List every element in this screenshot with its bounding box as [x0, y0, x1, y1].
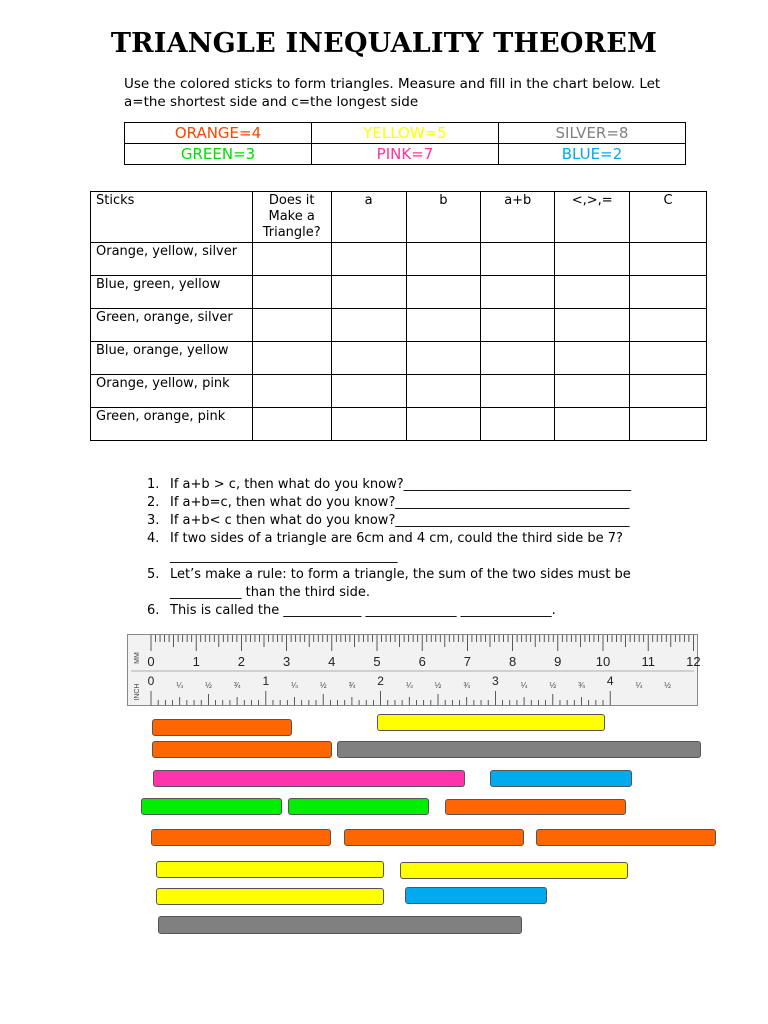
blank-cell[interactable]	[252, 342, 331, 375]
blank-cell[interactable]	[481, 276, 555, 309]
orange-stick[interactable]	[152, 719, 292, 736]
header-a: a	[331, 192, 406, 243]
ruler-cm-label: 11	[641, 654, 655, 669]
color-key-table	[124, 122, 686, 165]
worksheet-title: TRIANGLE INEQUALITY THEOREM	[110, 28, 658, 59]
chart-row	[91, 375, 707, 408]
orange-stick[interactable]	[152, 741, 332, 758]
question-text: If a+b=c, then what do you know?____________________________________	[170, 495, 630, 510]
question-number: 2.	[147, 495, 160, 510]
blank-cell[interactable]	[630, 408, 707, 441]
question-text: Let’s make a rule: to form a triangle, the sum of the two sides must be ___________ than the third side.	[170, 567, 631, 600]
ruler-fraction-label: ¾	[233, 681, 241, 690]
question-text: This is called the ____________ ______________ ______________.	[170, 603, 556, 618]
blank-cell[interactable]	[331, 243, 406, 276]
measurement-chart	[90, 191, 707, 441]
sticks-cell: Orange, yellow, pink	[91, 375, 253, 408]
blank-cell[interactable]	[252, 375, 331, 408]
question-number: 1.	[147, 477, 160, 492]
color-key-row	[125, 144, 686, 165]
sticks-cell: Green, orange, pink	[91, 408, 253, 441]
ruler-fraction-label: ¼	[405, 681, 413, 690]
header-makes-triangle: Does it Make a Triangle?	[252, 192, 331, 243]
blank-cell[interactable]	[406, 375, 481, 408]
ruler-inch-side-label: INCH	[134, 683, 141, 701]
blank-cell[interactable]	[331, 375, 406, 408]
ruler-fraction-label: ¼	[176, 681, 184, 690]
blue-stick[interactable]	[405, 887, 547, 904]
ruler-inch-label: 2	[377, 674, 384, 688]
blank-cell[interactable]	[630, 342, 707, 375]
header-a-plus-b: a+b	[481, 192, 555, 243]
blank-cell[interactable]	[406, 309, 481, 342]
blank-cell[interactable]	[406, 276, 481, 309]
header-comparison: <,>,=	[555, 192, 630, 243]
blank-cell[interactable]	[331, 276, 406, 309]
color-key-cell: BLUE=2	[499, 144, 686, 165]
orange-stick[interactable]	[536, 829, 716, 846]
ruler-fraction-label: ½	[205, 681, 212, 690]
chart-row	[91, 276, 707, 309]
question-item	[147, 530, 687, 566]
question-item	[147, 476, 687, 494]
color-key-row	[125, 123, 686, 144]
yellow-stick[interactable]	[156, 861, 384, 878]
ruler-fraction-label: ¼	[635, 681, 643, 690]
question-item	[147, 566, 687, 602]
chart-row	[91, 309, 707, 342]
ruler-mm-side-label: MM	[134, 652, 141, 664]
blank-cell[interactable]	[252, 243, 331, 276]
color-key-cell: YELLOW=5	[312, 123, 499, 144]
yellow-stick[interactable]	[400, 862, 628, 879]
ruler-body	[128, 635, 701, 706]
blank-cell[interactable]	[252, 309, 331, 342]
ruler-fraction-label: ½	[319, 681, 327, 690]
blank-cell[interactable]	[406, 408, 481, 441]
blank-cell[interactable]	[555, 309, 630, 342]
ruler-cm-label: 10	[595, 654, 611, 669]
green-stick[interactable]	[141, 798, 282, 815]
blank-cell[interactable]	[630, 375, 707, 408]
ruler-cm-label: 5	[373, 654, 381, 669]
chart-row	[91, 408, 707, 441]
color-key-cell: GREEN=3	[125, 144, 312, 165]
ruler-fraction-label: ¾	[463, 681, 471, 690]
color-key-cell: PINK=7	[312, 144, 499, 165]
ruler-fraction-label: ½	[549, 681, 557, 690]
ruler-cm-label: 12	[686, 654, 701, 669]
blank-cell[interactable]	[555, 342, 630, 375]
color-key-cell: SILVER=8	[499, 123, 686, 144]
ruler-cm-label: 7	[463, 654, 472, 669]
blank-cell[interactable]	[331, 309, 406, 342]
ruler-cm-label: 0	[147, 654, 155, 669]
pink-stick[interactable]	[153, 770, 465, 787]
orange-stick[interactable]	[151, 829, 331, 846]
blank-cell[interactable]	[331, 342, 406, 375]
orange-stick[interactable]	[344, 829, 524, 846]
blank-cell[interactable]	[331, 408, 406, 441]
header-b: b	[406, 192, 481, 243]
chart-header-row	[91, 192, 707, 243]
question-item	[147, 494, 687, 512]
question-number: 3.	[147, 513, 160, 528]
question-number: 5.	[147, 567, 160, 582]
question-number: 4.	[147, 531, 160, 546]
sticks-cell: Green, orange, silver	[91, 309, 253, 342]
blank-cell[interactable]	[630, 309, 707, 342]
ruler-inch-label: 3	[492, 674, 499, 688]
blank-cell[interactable]	[481, 375, 555, 408]
yellow-stick[interactable]	[156, 888, 384, 905]
header-c: C	[630, 192, 707, 243]
blank-cell[interactable]	[406, 243, 481, 276]
ruler-cm-label: 1	[192, 654, 200, 669]
ruler-inch-label: 0	[147, 674, 155, 688]
ruler-fraction-label: ½	[664, 681, 671, 690]
ruler-fraction-label: ¾	[348, 681, 356, 690]
ruler-cm-label: 9	[554, 654, 562, 669]
ruler-inch-label: 4	[606, 674, 614, 688]
question-text: If two sides of a triangle are 6cm and 4 cm, could the third side be 7? ___________________________________	[170, 531, 623, 564]
blank-cell[interactable]	[555, 375, 630, 408]
orange-stick[interactable]	[445, 799, 626, 815]
silver-stick[interactable]	[158, 916, 522, 934]
chart-row	[91, 342, 707, 375]
blank-cell[interactable]	[630, 276, 707, 309]
blank-cell[interactable]	[252, 408, 331, 441]
sticks-cell: Orange, yellow, silver	[91, 243, 253, 276]
question-item	[147, 512, 687, 530]
question-number: 6.	[147, 603, 160, 618]
blue-stick[interactable]	[490, 770, 632, 787]
yellow-stick[interactable]	[377, 714, 605, 731]
blank-cell[interactable]	[630, 243, 707, 276]
green-stick[interactable]	[288, 798, 429, 815]
ruler-cm-label: 2	[237, 654, 246, 669]
sticks-cell: Blue, orange, yellow	[91, 342, 253, 375]
ruler-fraction-label: ½	[434, 681, 442, 690]
ruler-fraction-label: ¾	[578, 681, 585, 690]
instructions: Use the colored sticks to form triangles. Measure and fill in the chart below. Let a=the shortest side and c=the longest side	[124, 76, 661, 110]
silver-stick[interactable]	[337, 741, 701, 758]
blank-cell[interactable]	[406, 342, 481, 375]
sticks-cell: Blue, green, yellow	[91, 276, 253, 309]
blank-cell[interactable]	[555, 408, 630, 441]
question-list	[147, 476, 687, 620]
chart-row	[91, 243, 707, 276]
ruler-cm-label: 8	[508, 654, 517, 669]
ruler-fraction-label: ¼	[520, 681, 528, 690]
ruler-fraction-label: ¼	[291, 681, 298, 690]
question-text: If a+b > c, then what do you know?___________________________________	[170, 477, 632, 492]
question-text: If a+b< c then what do you know?____________________________________	[170, 513, 630, 528]
question-item	[147, 602, 687, 620]
blank-cell[interactable]	[555, 243, 630, 276]
header-sticks: Sticks	[91, 192, 253, 243]
blank-cell[interactable]	[252, 276, 331, 309]
blank-cell[interactable]	[481, 408, 555, 441]
blank-cell[interactable]	[481, 309, 555, 342]
ruler	[127, 634, 701, 706]
blank-cell[interactable]	[555, 276, 630, 309]
ruler-inch-label: 1	[262, 674, 270, 688]
ruler-cm-label: 6	[418, 654, 426, 669]
blank-cell[interactable]	[481, 342, 555, 375]
blank-cell[interactable]	[481, 243, 555, 276]
ruler-cm-label: 4	[328, 654, 336, 669]
ruler-cm-label: 3	[282, 654, 291, 669]
color-key-cell: ORANGE=4	[125, 123, 312, 144]
